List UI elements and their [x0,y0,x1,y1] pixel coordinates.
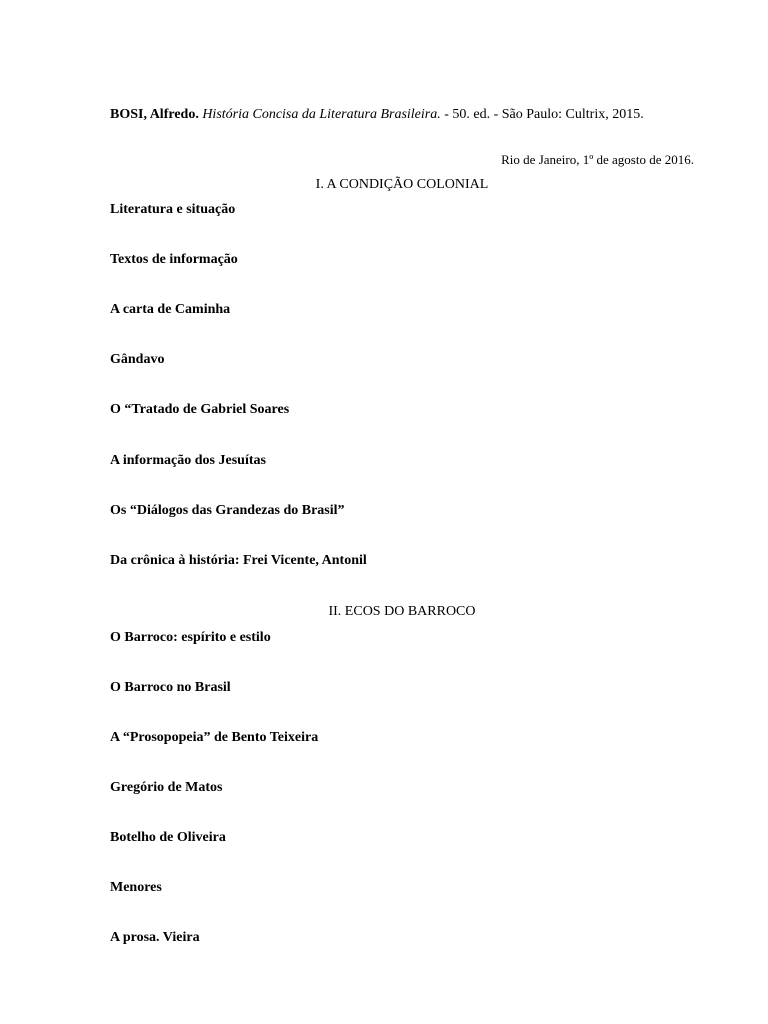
section-entry: Os “Diálogos das Grandezas do Brasil” [110,502,345,518]
section-entry: A “Prosopopeia” de Bento Teixeira [110,730,319,745]
section-entry: Gândavo [110,352,165,368]
section-entry: O Barroco no Brasil [110,680,231,695]
section-entry: Literatura e situação [110,202,236,217]
section-entry: O “Tratado de Gabriel Soares [110,402,290,418]
section-entry: A informação dos Jesuítas [110,452,266,468]
reference-title: História Concisa da Literatura Brasileira. [202,107,441,122]
section-entry: Botelho de Oliveira [110,830,226,845]
section-entry: Gregório de Matos [110,780,223,795]
section-entry: O Barroco: espírito e estilo [110,630,271,645]
section-entry: Menores [110,880,162,895]
section-heading: I. A CONDIÇÃO COLONIAL [315,177,489,192]
section-entry: Da crônica à história: Frei Vicente, Antonil [110,552,367,568]
bibliographic-reference [110,101,694,128]
section-heading: II. ECOS DO BARROCO [328,604,476,619]
section-entry: Textos de informação [110,252,238,268]
reference-author: BOSI, Alfredo. [110,107,199,122]
reference-details: - 50. ed. - São Paulo: Cultrix, 2015. [440,107,644,122]
dateline: Rio de Janeiro, 1º de agosto de 2016. [501,152,694,167]
section-entry: A carta de Caminha [110,302,231,318]
section-entry: A prosa. Vieira [110,930,200,945]
